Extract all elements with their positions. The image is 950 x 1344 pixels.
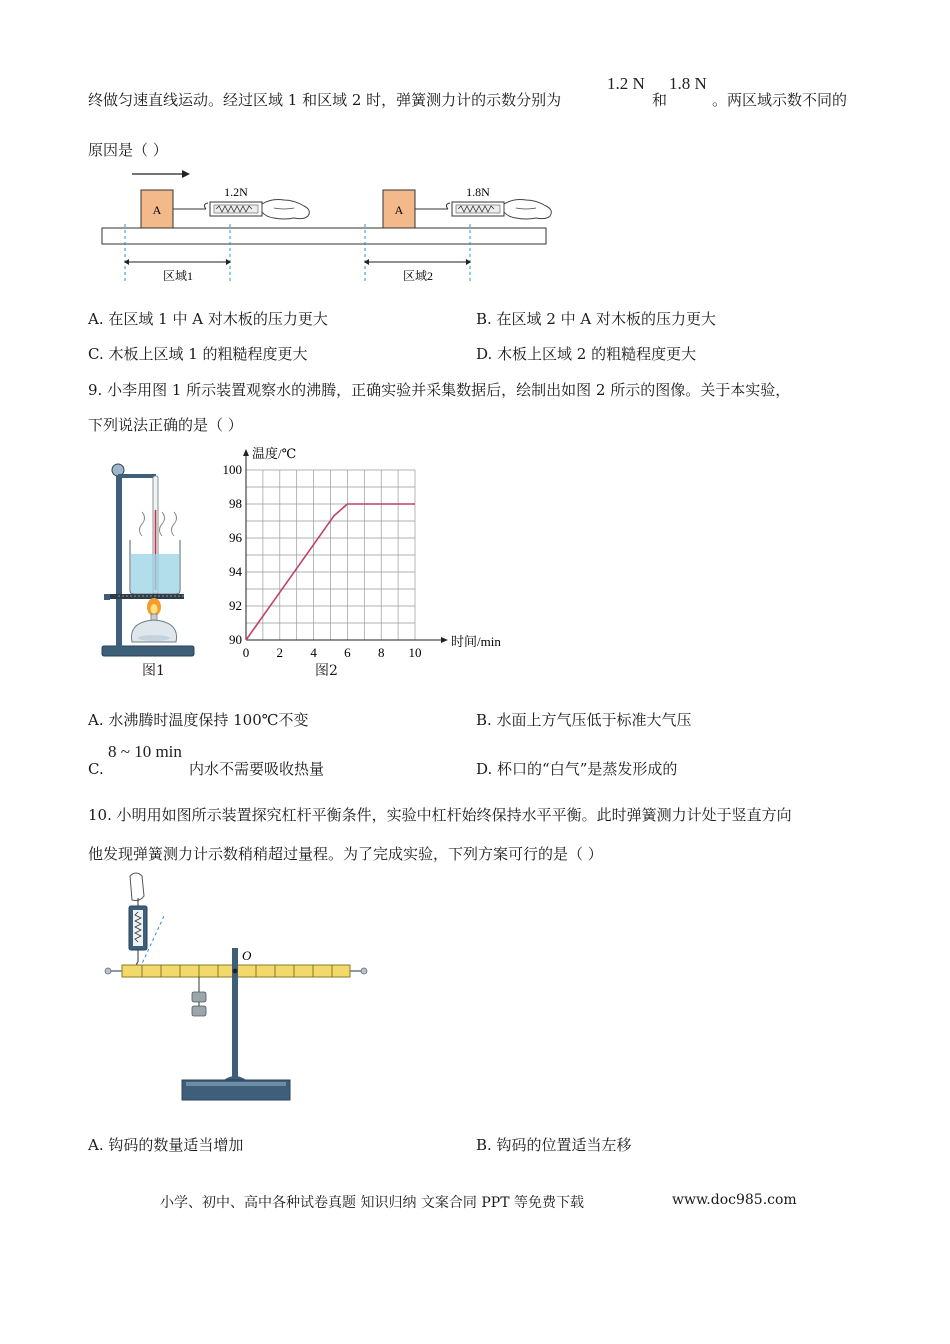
- y-tick-label: 94: [229, 564, 242, 579]
- y-tick-label: 98: [229, 496, 242, 511]
- q8-line1-mid: 和: [652, 91, 668, 109]
- x-axis-arrow: [441, 637, 448, 643]
- q9-option-b: B. 水面上方气压低于标准大气压: [476, 711, 692, 729]
- x-tick-label: 6: [344, 645, 351, 660]
- hand-left-icon: [262, 200, 309, 220]
- q9-line1: 9. 小李用图 1 所示装置观察水的沸腾，正确实验并采集数据后，绘制出如图 2 所示的图像。关于本实验，: [88, 381, 791, 399]
- y-axis-arrow: [243, 449, 249, 456]
- motion-arrow: [132, 170, 190, 178]
- q9-option-d: D. 杯口的“白气”是蒸发形成的: [476, 760, 678, 778]
- x-tick-label: 4: [310, 645, 317, 660]
- spring-scale-right: [446, 202, 504, 216]
- q8-line1-pre: 终做匀速直线运动。经过区域 1 和区域 2 时，弹簧测力计的示数分别为: [88, 91, 562, 109]
- hooked-weights: [192, 977, 206, 1016]
- spring-scale-left: [204, 202, 262, 216]
- y-tick-label: 100: [222, 462, 242, 477]
- q8-option-a: A. 在区域 1 中 A 对木板的压力更大: [88, 310, 328, 328]
- q9-option-c-prefix: C.: [88, 760, 104, 778]
- q9-option-c-text: 内水不需要吸收热量: [189, 760, 325, 778]
- q9-option-c-math: 8 ~ 10 min: [108, 742, 182, 761]
- fig1-caption: 图1: [142, 663, 165, 679]
- block-a-left-label: A: [152, 203, 162, 217]
- block-a-right-label: A: [394, 203, 404, 217]
- hand-right-icon: [504, 200, 551, 220]
- fig2-caption: 图2: [315, 663, 338, 679]
- q10-option-a: A. 钩码的数量适当增加: [88, 1136, 244, 1154]
- q9-option-a: A. 水沸腾时温度保持 100℃不变: [88, 711, 309, 729]
- region-2-label: 区域2: [402, 269, 434, 283]
- x-tick-label: 0: [242, 645, 250, 660]
- q8-value-1: 1.2 N: [607, 74, 645, 93]
- region-2-arrow: [364, 259, 471, 265]
- reading-left: 1.2N: [224, 185, 248, 199]
- boiling-apparatus-figure: [96, 450, 206, 685]
- footer-url: www.doc985.com: [672, 1192, 797, 1208]
- q10-option-b: B. 钩码的位置适当左移: [476, 1136, 632, 1154]
- x-tick-label: 8: [377, 645, 385, 660]
- region-1-arrow: [124, 259, 231, 265]
- q8-line2: 原因是（ ）: [88, 141, 168, 159]
- q9-line2: 下列说法正确的是（ ）: [88, 416, 243, 434]
- q8-line1-post: 。两区域示数不同的: [712, 91, 848, 109]
- q8-value-2: 1.8 N: [669, 74, 707, 93]
- y-tick-label: 96: [229, 530, 242, 545]
- q8-option-c: C. 木板上区域 1 的粗糙程度更大: [88, 345, 308, 363]
- q8-option-d: D. 木板上区域 2 的粗糙程度更大: [476, 345, 697, 363]
- region-1-label: 区域1: [162, 269, 194, 283]
- temperature-time-chart: [212, 442, 522, 684]
- x-tick-label: 2: [276, 645, 284, 660]
- q8-option-b: B. 在区域 2 中 A 对木板的压力更大: [476, 310, 717, 328]
- y-tick-label: 92: [229, 598, 242, 613]
- hand-icon: [130, 873, 144, 901]
- q10-line1: 10. 小明用如图所示装置探究杠杆平衡条件，实验中杠杆始终保持水平平衡。此时弹簧测力计处于竖直方向: [88, 806, 792, 824]
- q10-line2: 他发现弹簧测力计示数稍稍超过量程。为了完成实验，下列方案可行的是（ ）: [88, 845, 603, 863]
- pivot-label: O: [242, 948, 252, 963]
- x-axis-label: 时间/min: [451, 634, 501, 649]
- reading-right: 1.8N: [466, 185, 490, 199]
- footer-text: 小学、初中、高中各种试卷真题 知识归纳 文案合同 PPT 等免费下载: [160, 1195, 584, 1211]
- y-tick-label: 90: [229, 632, 242, 647]
- wooden-board: [102, 228, 546, 244]
- x-tick-label: 10: [408, 645, 422, 660]
- q8-figure: [96, 158, 556, 286]
- lever-figure: [96, 868, 386, 1108]
- spring-scale-vertical: [129, 906, 147, 968]
- y-axis-label: 温度/℃: [252, 446, 297, 461]
